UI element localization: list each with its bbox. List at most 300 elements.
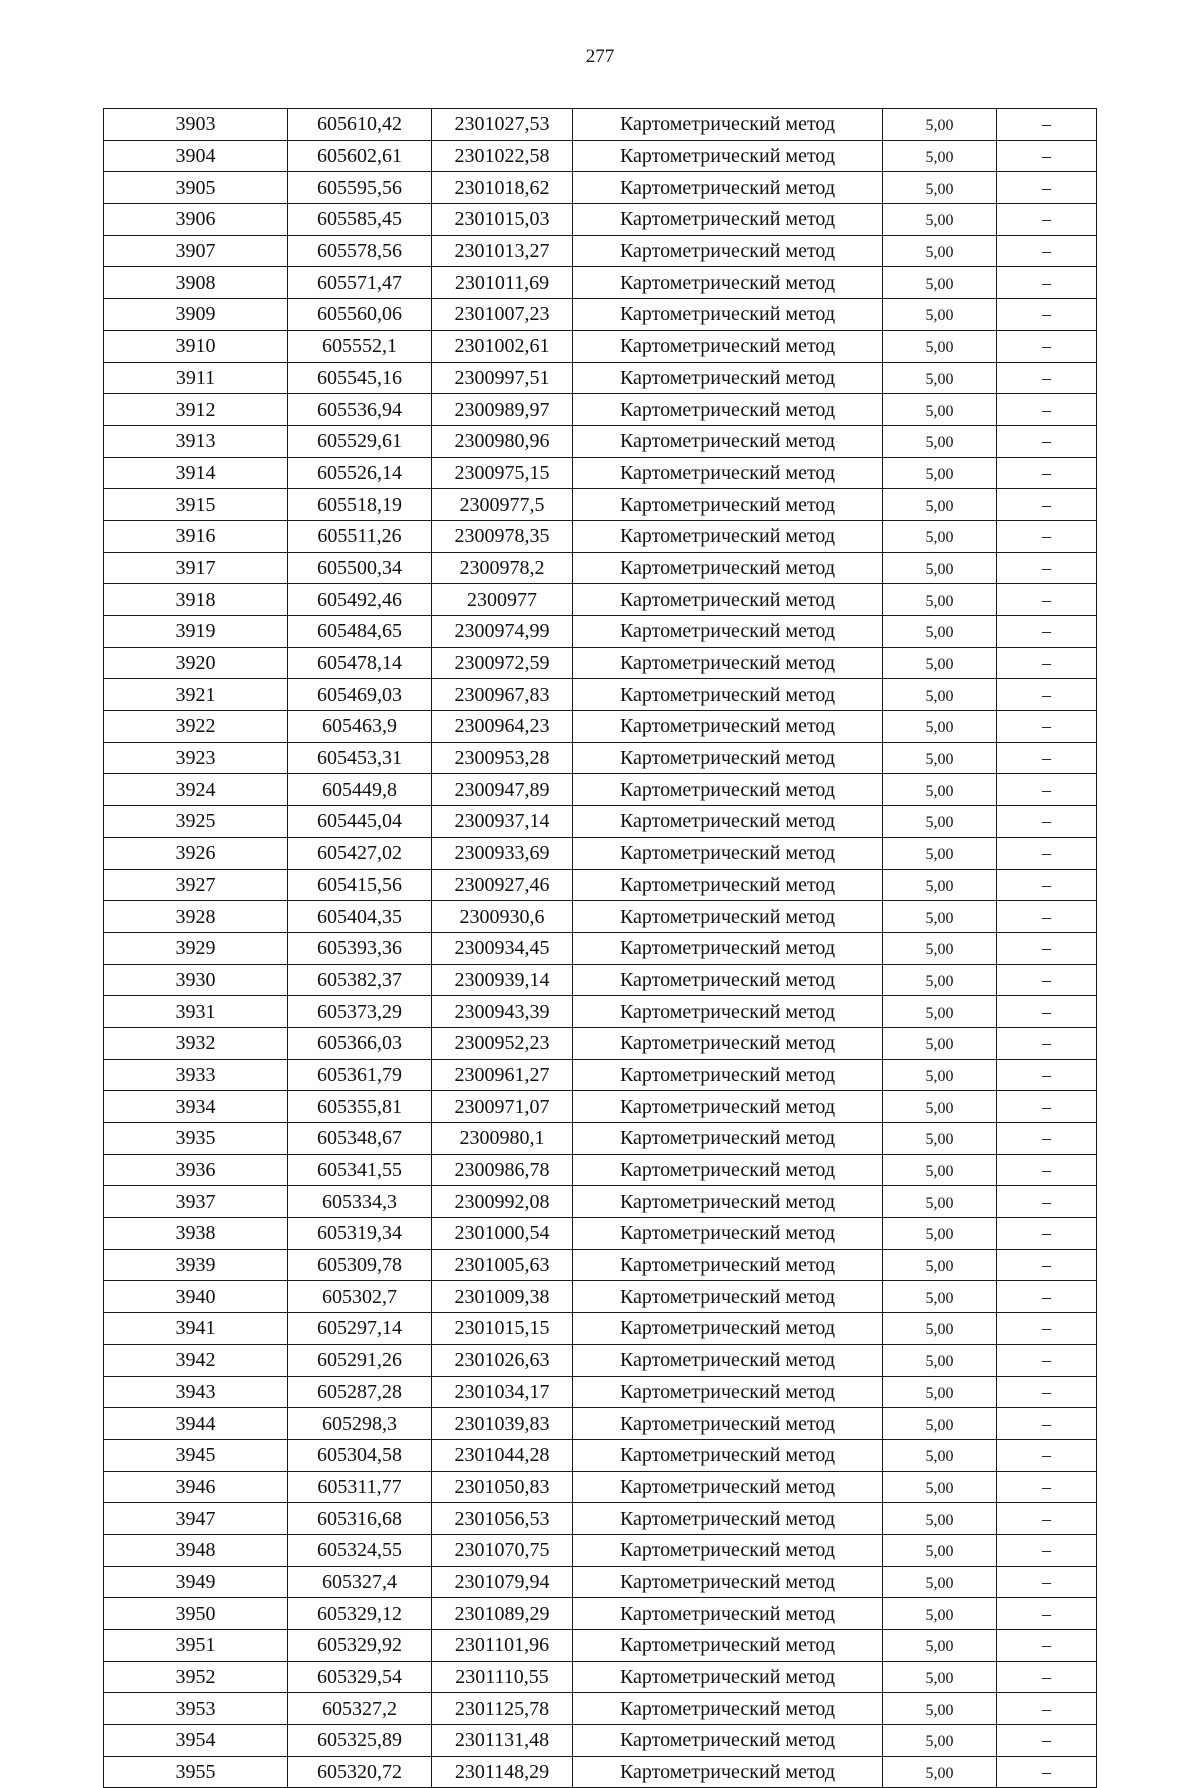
point-number-cell: 3906 <box>104 204 288 236</box>
point-number-cell: 3942 <box>104 1344 288 1376</box>
point-number-cell: 3944 <box>104 1408 288 1440</box>
point-number-cell: 3907 <box>104 235 288 267</box>
error-cell: 5,00 <box>883 235 997 267</box>
y-coordinate-cell: 2301131,48 <box>432 1725 573 1757</box>
table-row <box>104 425 1097 457</box>
x-coordinate-cell: 605325,89 <box>288 1725 432 1757</box>
coordinates-table <box>103 108 1097 1788</box>
method-cell: Картометрический метод <box>573 394 883 426</box>
y-coordinate-cell: 2300934,45 <box>432 932 573 964</box>
dash-cell: – <box>997 1281 1097 1313</box>
table-row <box>104 901 1097 933</box>
table-row <box>104 1091 1097 1123</box>
method-cell: Картометрический метод <box>573 774 883 806</box>
y-coordinate-cell: 2300937,14 <box>432 806 573 838</box>
dash-cell: – <box>997 1059 1097 1091</box>
y-coordinate-cell: 2300980,96 <box>432 425 573 457</box>
table-row <box>104 140 1097 172</box>
table-row <box>104 1661 1097 1693</box>
error-cell: 5,00 <box>883 837 997 869</box>
y-coordinate-cell: 2300953,28 <box>432 742 573 774</box>
point-number-cell: 3909 <box>104 299 288 331</box>
table-row <box>104 1059 1097 1091</box>
y-coordinate-cell: 2301044,28 <box>432 1439 573 1471</box>
error-cell: 5,00 <box>883 1154 997 1186</box>
y-coordinate-cell: 2300977 <box>432 584 573 616</box>
x-coordinate-cell: 605545,16 <box>288 362 432 394</box>
method-cell: Картометрический метод <box>573 1186 883 1218</box>
x-coordinate-cell: 605334,3 <box>288 1186 432 1218</box>
y-coordinate-cell: 2300972,59 <box>432 647 573 679</box>
x-coordinate-cell: 605404,35 <box>288 901 432 933</box>
point-number-cell: 3923 <box>104 742 288 774</box>
method-cell: Картометрический метод <box>573 1408 883 1440</box>
error-cell: 5,00 <box>883 172 997 204</box>
y-coordinate-cell: 2301007,23 <box>432 299 573 331</box>
y-coordinate-cell: 2301070,75 <box>432 1534 573 1566</box>
dash-cell: – <box>997 742 1097 774</box>
method-cell: Картометрический метод <box>573 1503 883 1535</box>
method-cell: Картометрический метод <box>573 996 883 1028</box>
point-number-cell: 3929 <box>104 932 288 964</box>
x-coordinate-cell: 605319,34 <box>288 1218 432 1250</box>
table-row <box>104 1566 1097 1598</box>
error-cell: 5,00 <box>883 774 997 806</box>
error-cell: 5,00 <box>883 1534 997 1566</box>
dash-cell: – <box>997 1091 1097 1123</box>
method-cell: Картометрический метод <box>573 742 883 774</box>
table-row <box>104 267 1097 299</box>
y-coordinate-cell: 2300986,78 <box>432 1154 573 1186</box>
error-cell: 5,00 <box>883 1408 997 1440</box>
dash-cell: – <box>997 109 1097 141</box>
x-coordinate-cell: 605327,4 <box>288 1566 432 1598</box>
y-coordinate-cell: 2300971,07 <box>432 1091 573 1123</box>
point-number-cell: 3917 <box>104 552 288 584</box>
x-coordinate-cell: 605518,19 <box>288 489 432 521</box>
y-coordinate-cell: 2301050,83 <box>432 1471 573 1503</box>
x-coordinate-cell: 605529,61 <box>288 425 432 457</box>
table-row <box>104 742 1097 774</box>
y-coordinate-cell: 2301022,58 <box>432 140 573 172</box>
dash-cell: – <box>997 1027 1097 1059</box>
error-cell: 5,00 <box>883 932 997 964</box>
error-cell: 5,00 <box>883 1661 997 1693</box>
table-row <box>104 489 1097 521</box>
method-cell: Картометрический метод <box>573 711 883 743</box>
x-coordinate-cell: 605297,14 <box>288 1313 432 1345</box>
x-coordinate-cell: 605602,61 <box>288 140 432 172</box>
error-cell: 5,00 <box>883 616 997 648</box>
table-row <box>104 1027 1097 1059</box>
error-cell: 5,00 <box>883 1376 997 1408</box>
point-number-cell: 3908 <box>104 267 288 299</box>
point-number-cell: 3920 <box>104 647 288 679</box>
method-cell: Картометрический метод <box>573 1154 883 1186</box>
method-cell: Картометрический метод <box>573 1059 883 1091</box>
point-number-cell: 3921 <box>104 679 288 711</box>
x-coordinate-cell: 605287,28 <box>288 1376 432 1408</box>
dash-cell: – <box>997 267 1097 299</box>
x-coordinate-cell: 605320,72 <box>288 1756 432 1788</box>
dash-cell: – <box>997 330 1097 362</box>
table-row <box>104 109 1097 141</box>
x-coordinate-cell: 605484,65 <box>288 616 432 648</box>
x-coordinate-cell: 605427,02 <box>288 837 432 869</box>
table-row <box>104 774 1097 806</box>
x-coordinate-cell: 605578,56 <box>288 235 432 267</box>
error-cell: 5,00 <box>883 1439 997 1471</box>
method-cell: Картометрический метод <box>573 1439 883 1471</box>
error-cell: 5,00 <box>883 140 997 172</box>
error-cell: 5,00 <box>883 267 997 299</box>
method-cell: Картометрический метод <box>573 172 883 204</box>
method-cell: Картометрический метод <box>573 1313 883 1345</box>
point-number-cell: 3912 <box>104 394 288 426</box>
y-coordinate-cell: 2300927,46 <box>432 869 573 901</box>
y-coordinate-cell: 2300978,35 <box>432 520 573 552</box>
method-cell: Картометрический метод <box>573 1471 883 1503</box>
x-coordinate-cell: 605478,14 <box>288 647 432 679</box>
error-cell: 5,00 <box>883 1566 997 1598</box>
dash-cell: – <box>997 869 1097 901</box>
dash-cell: – <box>997 299 1097 331</box>
method-cell: Картометрический метод <box>573 109 883 141</box>
table-row <box>104 1218 1097 1250</box>
x-coordinate-cell: 605291,26 <box>288 1344 432 1376</box>
dash-cell: – <box>997 1693 1097 1725</box>
dash-cell: – <box>997 1408 1097 1440</box>
error-cell: 5,00 <box>883 1630 997 1662</box>
x-coordinate-cell: 605610,42 <box>288 109 432 141</box>
dash-cell: – <box>997 932 1097 964</box>
table-row <box>104 299 1097 331</box>
coordinates-table-body <box>104 109 1097 1788</box>
point-number-cell: 3927 <box>104 869 288 901</box>
error-cell: 5,00 <box>883 1027 997 1059</box>
y-coordinate-cell: 2300974,99 <box>432 616 573 648</box>
x-coordinate-cell: 605492,46 <box>288 584 432 616</box>
y-coordinate-cell: 2301148,29 <box>432 1756 573 1788</box>
point-number-cell: 3919 <box>104 616 288 648</box>
error-cell: 5,00 <box>883 1503 997 1535</box>
dash-cell: – <box>997 1154 1097 1186</box>
table-row <box>104 1249 1097 1281</box>
error-cell: 5,00 <box>883 964 997 996</box>
method-cell: Картометрический метод <box>573 837 883 869</box>
method-cell: Картометрический метод <box>573 1344 883 1376</box>
table-row <box>104 932 1097 964</box>
point-number-cell: 3910 <box>104 330 288 362</box>
x-coordinate-cell: 605415,56 <box>288 869 432 901</box>
point-number-cell: 3952 <box>104 1661 288 1693</box>
y-coordinate-cell: 2300933,69 <box>432 837 573 869</box>
point-number-cell: 3951 <box>104 1630 288 1662</box>
method-cell: Картометрический метод <box>573 1091 883 1123</box>
x-coordinate-cell: 605298,3 <box>288 1408 432 1440</box>
point-number-cell: 3904 <box>104 140 288 172</box>
table-row <box>104 1123 1097 1155</box>
method-cell: Картометрический метод <box>573 520 883 552</box>
method-cell: Картометрический метод <box>573 1027 883 1059</box>
method-cell: Картометрический метод <box>573 1123 883 1155</box>
x-coordinate-cell: 605500,34 <box>288 552 432 584</box>
point-number-cell: 3946 <box>104 1471 288 1503</box>
x-coordinate-cell: 605449,8 <box>288 774 432 806</box>
point-number-cell: 3934 <box>104 1091 288 1123</box>
method-cell: Картометрический метод <box>573 235 883 267</box>
error-cell: 5,00 <box>883 1313 997 1345</box>
y-coordinate-cell: 2300978,2 <box>432 552 573 584</box>
method-cell: Картометрический метод <box>573 1281 883 1313</box>
y-coordinate-cell: 2301039,83 <box>432 1408 573 1440</box>
error-cell: 5,00 <box>883 457 997 489</box>
dash-cell: – <box>997 1123 1097 1155</box>
table-row <box>104 520 1097 552</box>
table-row <box>104 1408 1097 1440</box>
point-number-cell: 3945 <box>104 1439 288 1471</box>
table-row <box>104 869 1097 901</box>
method-cell: Картометрический метод <box>573 267 883 299</box>
error-cell: 5,00 <box>883 679 997 711</box>
y-coordinate-cell: 2300997,51 <box>432 362 573 394</box>
point-number-cell: 3913 <box>104 425 288 457</box>
point-number-cell: 3928 <box>104 901 288 933</box>
dash-cell: – <box>997 1566 1097 1598</box>
y-coordinate-cell: 2301034,17 <box>432 1376 573 1408</box>
y-coordinate-cell: 2300975,15 <box>432 457 573 489</box>
error-cell: 5,00 <box>883 1123 997 1155</box>
method-cell: Картометрический метод <box>573 1218 883 1250</box>
point-number-cell: 3941 <box>104 1313 288 1345</box>
y-coordinate-cell: 2301015,15 <box>432 1313 573 1345</box>
method-cell: Картометрический метод <box>573 204 883 236</box>
x-coordinate-cell: 605526,14 <box>288 457 432 489</box>
point-number-cell: 3905 <box>104 172 288 204</box>
point-number-cell: 3935 <box>104 1123 288 1155</box>
y-coordinate-cell: 2301056,53 <box>432 1503 573 1535</box>
y-coordinate-cell: 2300980,1 <box>432 1123 573 1155</box>
table-row <box>104 679 1097 711</box>
x-coordinate-cell: 605445,04 <box>288 806 432 838</box>
dash-cell: – <box>997 1471 1097 1503</box>
point-number-cell: 3915 <box>104 489 288 521</box>
x-coordinate-cell: 605366,03 <box>288 1027 432 1059</box>
error-cell: 5,00 <box>883 1218 997 1250</box>
dash-cell: – <box>997 1186 1097 1218</box>
error-cell: 5,00 <box>883 299 997 331</box>
table-row <box>104 647 1097 679</box>
x-coordinate-cell: 605393,36 <box>288 932 432 964</box>
point-number-cell: 3922 <box>104 711 288 743</box>
x-coordinate-cell: 605341,55 <box>288 1154 432 1186</box>
point-number-cell: 3950 <box>104 1598 288 1630</box>
x-coordinate-cell: 605552,1 <box>288 330 432 362</box>
error-cell: 5,00 <box>883 362 997 394</box>
x-coordinate-cell: 605373,29 <box>288 996 432 1028</box>
table-row <box>104 552 1097 584</box>
method-cell: Картометрический метод <box>573 1598 883 1630</box>
point-number-cell: 3938 <box>104 1218 288 1250</box>
table-row <box>104 1186 1097 1218</box>
table-row <box>104 1503 1097 1535</box>
table-row <box>104 330 1097 362</box>
method-cell: Картометрический метод <box>573 616 883 648</box>
error-cell: 5,00 <box>883 489 997 521</box>
dash-cell: – <box>997 584 1097 616</box>
dash-cell: – <box>997 616 1097 648</box>
y-coordinate-cell: 2301110,55 <box>432 1661 573 1693</box>
method-cell: Картометрический метод <box>573 1630 883 1662</box>
dash-cell: – <box>997 1376 1097 1408</box>
dash-cell: – <box>997 901 1097 933</box>
error-cell: 5,00 <box>883 394 997 426</box>
method-cell: Картометрический метод <box>573 140 883 172</box>
table-row <box>104 1313 1097 1345</box>
x-coordinate-cell: 605302,7 <box>288 1281 432 1313</box>
table-row <box>104 394 1097 426</box>
dash-cell: – <box>997 711 1097 743</box>
error-cell: 5,00 <box>883 330 997 362</box>
dash-cell: – <box>997 996 1097 1028</box>
method-cell: Картометрический метод <box>573 901 883 933</box>
error-cell: 5,00 <box>883 1249 997 1281</box>
table-row <box>104 457 1097 489</box>
dash-cell: – <box>997 172 1097 204</box>
method-cell: Картометрический метод <box>573 425 883 457</box>
y-coordinate-cell: 2300977,5 <box>432 489 573 521</box>
point-number-cell: 3926 <box>104 837 288 869</box>
y-coordinate-cell: 2300964,23 <box>432 711 573 743</box>
y-coordinate-cell: 2301015,03 <box>432 204 573 236</box>
table-row <box>104 837 1097 869</box>
y-coordinate-cell: 2301026,63 <box>432 1344 573 1376</box>
table-row <box>104 616 1097 648</box>
error-cell: 5,00 <box>883 204 997 236</box>
error-cell: 5,00 <box>883 1598 997 1630</box>
error-cell: 5,00 <box>883 1344 997 1376</box>
dash-cell: – <box>997 837 1097 869</box>
error-cell: 5,00 <box>883 425 997 457</box>
y-coordinate-cell: 2301011,69 <box>432 267 573 299</box>
x-coordinate-cell: 605595,56 <box>288 172 432 204</box>
x-coordinate-cell: 605348,67 <box>288 1123 432 1155</box>
table-row <box>104 172 1097 204</box>
x-coordinate-cell: 605316,68 <box>288 1503 432 1535</box>
point-number-cell: 3936 <box>104 1154 288 1186</box>
error-cell: 5,00 <box>883 869 997 901</box>
y-coordinate-cell: 2301101,96 <box>432 1630 573 1662</box>
error-cell: 5,00 <box>883 1756 997 1788</box>
y-coordinate-cell: 2300967,83 <box>432 679 573 711</box>
y-coordinate-cell: 2301018,62 <box>432 172 573 204</box>
x-coordinate-cell: 605560,06 <box>288 299 432 331</box>
dash-cell: – <box>997 552 1097 584</box>
method-cell: Картометрический метод <box>573 489 883 521</box>
table-row <box>104 204 1097 236</box>
table-row <box>104 1534 1097 1566</box>
point-number-cell: 3933 <box>104 1059 288 1091</box>
y-coordinate-cell: 2301089,29 <box>432 1598 573 1630</box>
table-row <box>104 362 1097 394</box>
method-cell: Картометрический метод <box>573 932 883 964</box>
dash-cell: – <box>997 1598 1097 1630</box>
dash-cell: – <box>997 1439 1097 1471</box>
error-cell: 5,00 <box>883 552 997 584</box>
table-row <box>104 235 1097 267</box>
error-cell: 5,00 <box>883 1725 997 1757</box>
x-coordinate-cell: 605361,79 <box>288 1059 432 1091</box>
error-cell: 5,00 <box>883 584 997 616</box>
table-row <box>104 806 1097 838</box>
dash-cell: – <box>997 362 1097 394</box>
dash-cell: – <box>997 1661 1097 1693</box>
dash-cell: – <box>997 1630 1097 1662</box>
table-row <box>104 1439 1097 1471</box>
dash-cell: – <box>997 204 1097 236</box>
error-cell: 5,00 <box>883 109 997 141</box>
x-coordinate-cell: 605304,58 <box>288 1439 432 1471</box>
dash-cell: – <box>997 1218 1097 1250</box>
dash-cell: – <box>997 1725 1097 1757</box>
y-coordinate-cell: 2300961,27 <box>432 1059 573 1091</box>
method-cell: Картометрический метод <box>573 362 883 394</box>
error-cell: 5,00 <box>883 1693 997 1725</box>
dash-cell: – <box>997 679 1097 711</box>
method-cell: Картометрический метод <box>573 964 883 996</box>
method-cell: Картометрический метод <box>573 647 883 679</box>
point-number-cell: 3924 <box>104 774 288 806</box>
dash-cell: – <box>997 394 1097 426</box>
y-coordinate-cell: 2300952,23 <box>432 1027 573 1059</box>
point-number-cell: 3939 <box>104 1249 288 1281</box>
method-cell: Картометрический метод <box>573 1725 883 1757</box>
table-row <box>104 711 1097 743</box>
dash-cell: – <box>997 647 1097 679</box>
table-row <box>104 996 1097 1028</box>
x-coordinate-cell: 605585,45 <box>288 204 432 236</box>
dash-cell: – <box>997 489 1097 521</box>
point-number-cell: 3911 <box>104 362 288 394</box>
error-cell: 5,00 <box>883 742 997 774</box>
dash-cell: – <box>997 140 1097 172</box>
table-row <box>104 1471 1097 1503</box>
dash-cell: – <box>997 806 1097 838</box>
method-cell: Картометрический метод <box>573 1566 883 1598</box>
x-coordinate-cell: 605324,55 <box>288 1534 432 1566</box>
y-coordinate-cell: 2300992,08 <box>432 1186 573 1218</box>
method-cell: Картометрический метод <box>573 330 883 362</box>
error-cell: 5,00 <box>883 520 997 552</box>
method-cell: Картометрический метод <box>573 1534 883 1566</box>
method-cell: Картометрический метод <box>573 1661 883 1693</box>
x-coordinate-cell: 605382,37 <box>288 964 432 996</box>
error-cell: 5,00 <box>883 1471 997 1503</box>
table-row <box>104 1154 1097 1186</box>
y-coordinate-cell: 2301125,78 <box>432 1693 573 1725</box>
method-cell: Картометрический метод <box>573 679 883 711</box>
dash-cell: – <box>997 235 1097 267</box>
method-cell: Картометрический метод <box>573 1693 883 1725</box>
dash-cell: – <box>997 1503 1097 1535</box>
dash-cell: – <box>997 1249 1097 1281</box>
error-cell: 5,00 <box>883 806 997 838</box>
x-coordinate-cell: 605453,31 <box>288 742 432 774</box>
point-number-cell: 3948 <box>104 1534 288 1566</box>
x-coordinate-cell: 605329,92 <box>288 1630 432 1662</box>
dash-cell: – <box>997 964 1097 996</box>
point-number-cell: 3932 <box>104 1027 288 1059</box>
